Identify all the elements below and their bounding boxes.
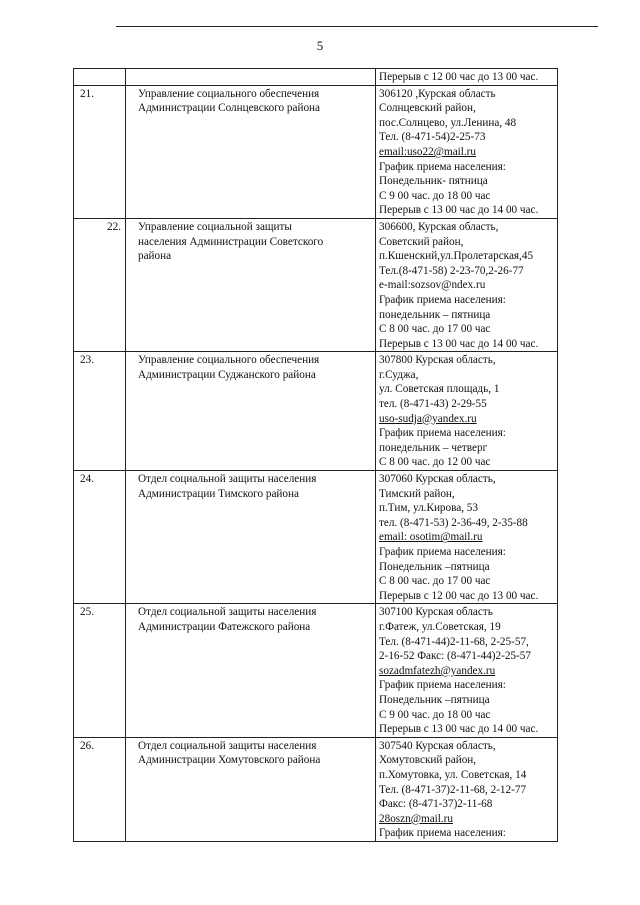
- row-number: 24.: [74, 471, 126, 604]
- contact-line: п.Кшенский,ул.Пролетарская,45: [379, 250, 534, 263]
- contact-line: График приема населения:: [379, 160, 506, 173]
- email-link[interactable]: sozadmfatezh@yandex.ru: [379, 664, 496, 677]
- contact-line: Тел. (8-471-44)2-11-68, 2-25-57,: [379, 635, 529, 648]
- organization-line: населения Администрации Советского: [138, 235, 324, 248]
- organization-cell: [126, 218, 376, 351]
- contact-cell: [376, 352, 558, 471]
- contact-line: С 8 00 час. до 17 00 час: [379, 323, 491, 336]
- contact-line: График приема населения:: [379, 427, 506, 440]
- contact-line: График приема населения:: [379, 827, 506, 840]
- contact-line: Тимский район,: [379, 487, 455, 500]
- contact-line: 306600, Курская область,: [379, 220, 499, 233]
- contact-line: Понедельник –пятница: [379, 560, 490, 573]
- contact-line: г.Суджа,: [379, 368, 419, 381]
- contact-line: С 9 00 час. до 18 00 час: [379, 708, 491, 721]
- contact-line: С 9 00 час. до 18 00 час: [379, 189, 491, 202]
- contact-line: 307800 Курская область,: [379, 354, 496, 367]
- contact-cell: [376, 737, 558, 841]
- contact-line: 2-16-52 Факс: (8-471-44)2-25-57: [379, 650, 531, 663]
- contact-line: Перерыв с 12 00 час до 13 00 час.: [379, 71, 539, 83]
- contact-line: Тел.(8-471-58) 2-23-70,2-26-77: [379, 264, 524, 277]
- email-link[interactable]: email: osotim@mail.ru: [379, 531, 483, 544]
- table-row: [74, 85, 558, 218]
- contact-line: График приема населения:: [379, 546, 506, 558]
- table-row: [74, 737, 558, 841]
- organization-cell: [126, 69, 376, 86]
- row-number: 21.: [74, 85, 126, 218]
- contact-line: понедельник – пятница: [379, 308, 491, 321]
- organization-cell: [126, 352, 376, 471]
- contact-line: 306120 ,Курская область: [379, 87, 496, 100]
- contact-line: п.Хомутовка, ул. Советская, 14: [379, 768, 527, 781]
- organization-cell: [126, 604, 376, 737]
- organization-line: Управление социального обеспечения: [138, 87, 320, 100]
- contacts-table: [73, 68, 558, 842]
- organization-line: Управление социального обеспечения: [138, 354, 320, 367]
- contact-line: п.Тим, ул.Кирова, 53: [379, 502, 478, 515]
- contact-cell: [376, 69, 558, 86]
- organization-cell: [126, 471, 376, 604]
- contact-line: Перерыв с 12 00 час до 13 00 час.: [379, 589, 539, 602]
- contact-line: График приема населения:: [379, 293, 506, 306]
- organization-line: Отдел социальной защиты населения: [138, 473, 317, 486]
- contact-cell: [376, 218, 558, 351]
- contact-line: г.Фатеж, ул.Советская, 19: [379, 620, 501, 633]
- contact-line: ул. Советская площадь, 1: [379, 383, 500, 396]
- table-row: [74, 604, 558, 737]
- contact-line: e-mail:sozsov@ndex.ru: [379, 279, 486, 292]
- contact-line: 307540 Курская область,: [379, 739, 496, 752]
- contact-line: Факс: (8-471-37)2-11-68: [379, 798, 493, 811]
- contact-line: График приема населения:: [379, 679, 506, 692]
- contact-line: тел. (8-471-43) 2-29-55: [379, 398, 487, 411]
- contact-line: Советский район,: [379, 235, 464, 248]
- organization-line: Администрации Фатежского района: [138, 620, 311, 633]
- contact-line: Понедельник- пятница: [379, 175, 488, 188]
- contact-line: Хомутовский район,: [379, 754, 477, 767]
- table-row: [74, 352, 558, 471]
- contact-line: Перерыв с 13 00 час до 14 00 час.: [379, 204, 539, 217]
- email-link[interactable]: uso-sudja@yandex.ru: [379, 412, 477, 425]
- contact-line: 307060 Курская область,: [379, 473, 496, 486]
- contact-line: Солнцевский район,: [379, 102, 476, 115]
- contact-line: Перерыв с 13 00 час до 14 00 час.: [379, 337, 539, 350]
- email-link[interactable]: 28oszn@mail.ru: [379, 812, 453, 825]
- organization-line: Отдел социальной защиты населения: [138, 739, 317, 752]
- organization-line: Администрации Суджанского района: [138, 368, 316, 381]
- table-row: [74, 471, 558, 604]
- contact-cell: [376, 604, 558, 737]
- contact-line: Тел. (8-471-54)2-25-73: [379, 131, 486, 144]
- top-rule: [116, 26, 598, 27]
- contact-cell: [376, 471, 558, 604]
- organization-line: района: [138, 250, 172, 263]
- row-number: 23.: [74, 352, 126, 471]
- contact-line: Понедельник –пятница: [379, 693, 490, 706]
- organization-cell: [126, 85, 376, 218]
- contact-cell: [376, 85, 558, 218]
- organization-line: Администрации Хомутовского района: [138, 754, 321, 767]
- table-row: [74, 218, 558, 351]
- organization-line: Администрации Солнцевского района: [138, 102, 320, 115]
- email-link[interactable]: email:uso22@mail.ru: [379, 145, 476, 158]
- contact-line: С 8 00 час. до 17 00 час: [379, 575, 491, 588]
- contact-line: понедельник – четверг: [379, 441, 488, 454]
- contact-line: Тел. (8-471-37)2-11-68, 2-12-77: [379, 783, 527, 796]
- contact-line: пос.Солнцево, ул.Ленина, 48: [379, 116, 517, 129]
- organization-cell: [126, 737, 376, 841]
- organization-line: Администрации Тимского района: [138, 487, 299, 500]
- page-number: 5: [316, 38, 324, 53]
- organization-line: Управление социальной защиты: [138, 220, 292, 233]
- row-number: 25.: [74, 604, 126, 737]
- row-number: 22.: [74, 218, 126, 351]
- row-number: 26.: [74, 737, 126, 841]
- row-number: [74, 69, 126, 86]
- table-row: [74, 69, 558, 86]
- organization-line: Отдел социальной защиты населения: [138, 606, 317, 619]
- contact-line: 307100 Курская область: [379, 606, 493, 619]
- contact-line: С 8 00 час. до 12 00 час: [379, 456, 491, 469]
- contact-line: Перерыв с 13 00 час до 14 00 час.: [379, 723, 539, 736]
- contact-line: тел. (8-471-53) 2-36-49, 2-35-88: [379, 516, 528, 529]
